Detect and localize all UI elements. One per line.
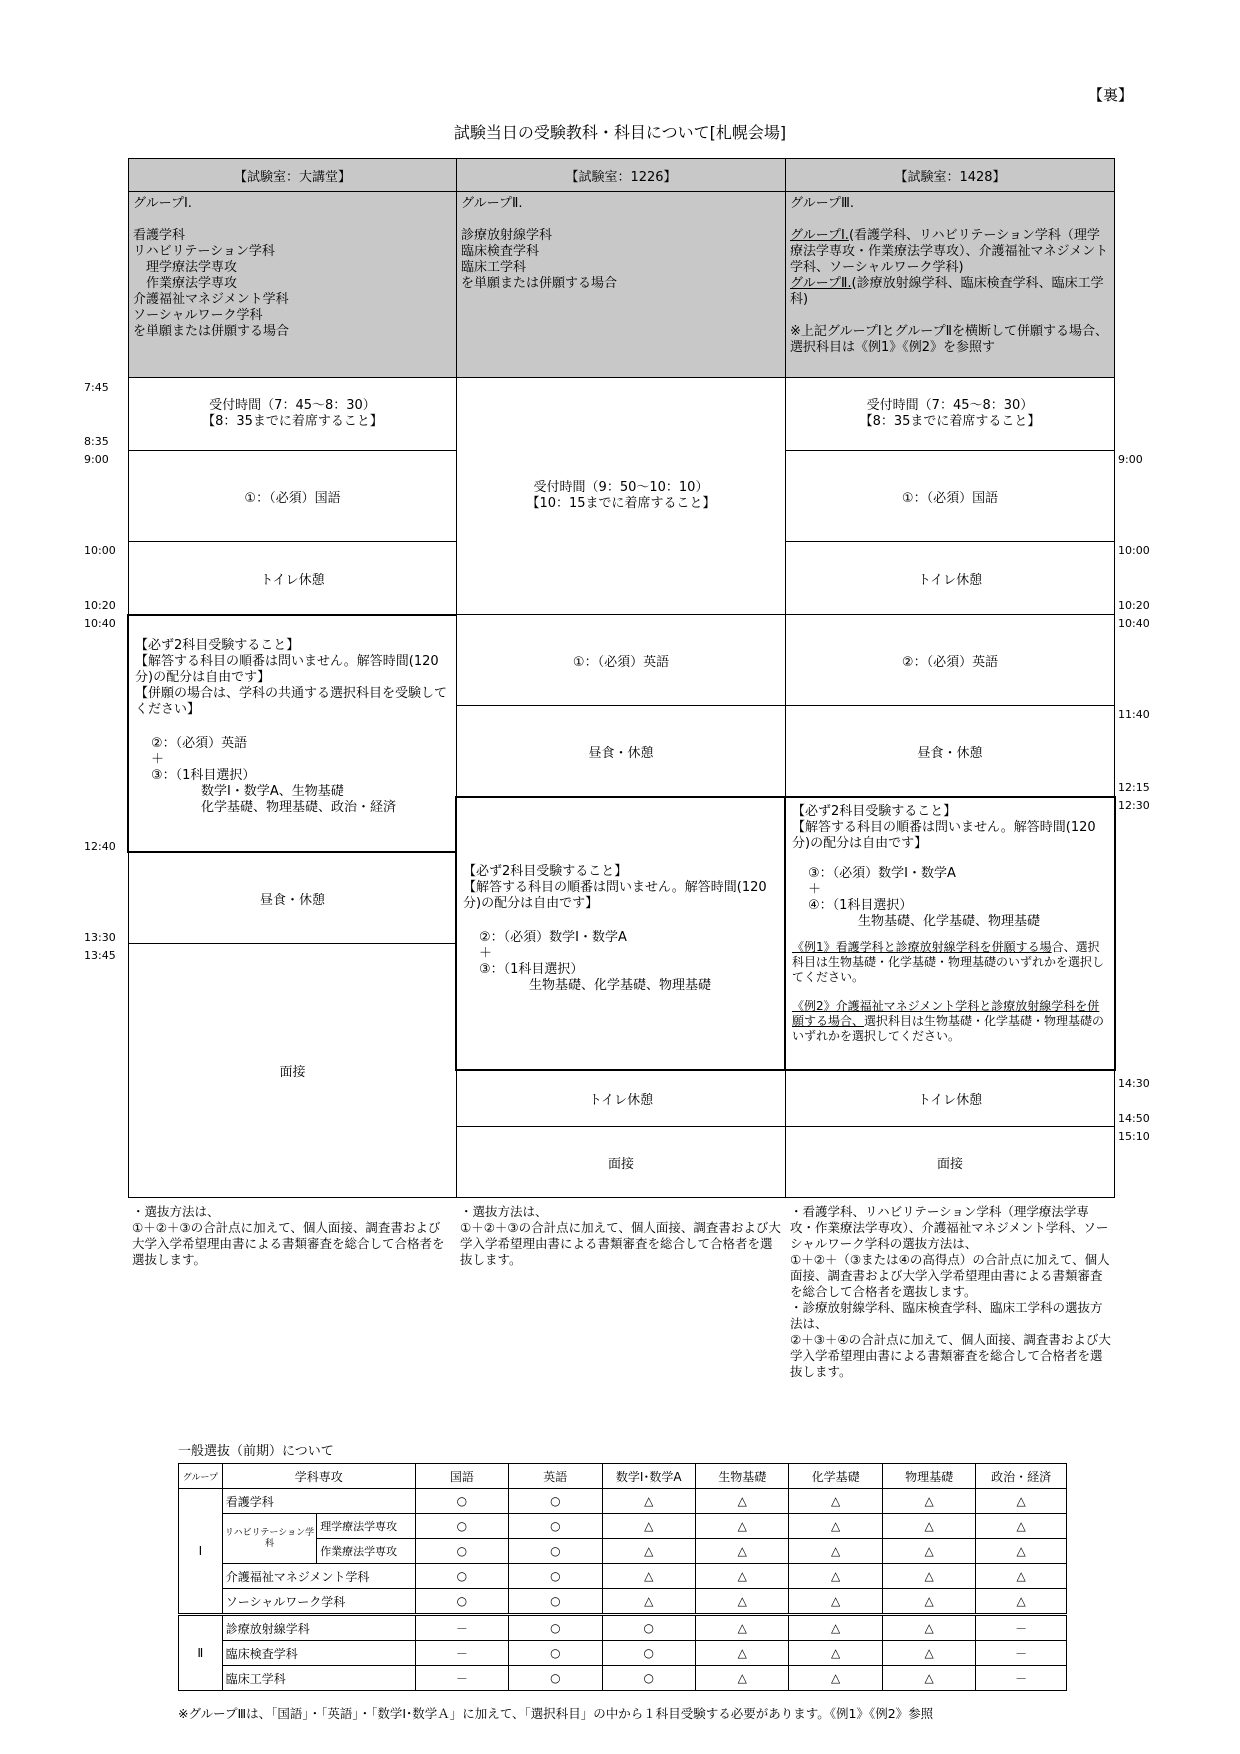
table-row: [179, 1514, 1067, 1539]
mark-cell: △: [695, 1564, 788, 1589]
mark-cell: △: [695, 1539, 788, 1564]
mark-cell: △: [602, 1564, 695, 1589]
header-cell: 国語: [415, 1464, 508, 1489]
room-header-3: 【試験室：1428】: [785, 158, 1115, 192]
page-mark: 【裏】: [1088, 86, 1134, 104]
col2-interview: 面接: [456, 1126, 786, 1198]
time-right: 12:30: [1118, 799, 1150, 812]
table-row: [179, 1615, 1067, 1641]
time-right: 10:20: [1118, 599, 1150, 612]
time-right: 10:00: [1118, 544, 1150, 557]
table-caption: 一般選抜（前期）について: [178, 1444, 334, 1459]
col3-reception: 受付時間（7：45～8：30） 【8：35までに着席すること】: [785, 377, 1115, 451]
mark-cell: △: [602, 1514, 695, 1539]
col3-break2: トイレ休憩: [785, 1070, 1115, 1127]
mark-cell: △: [789, 1539, 882, 1564]
major-cell: 理学療法学専攻: [317, 1514, 415, 1539]
dept-cell: 介護福祉マネジメント学科: [222, 1564, 415, 1589]
mark-cell: －: [976, 1615, 1067, 1641]
mark-cell: ○: [602, 1615, 695, 1641]
time-right: 11:40: [1118, 708, 1150, 721]
col3-exam2: ②：（必須）英語: [785, 614, 1115, 706]
note-col2: ・選抜方法は、 ①＋②＋③の合計点に加えて、個人面接、調査書および大学入学希望理由書による書類審査を総合して合格者を選抜します。: [460, 1204, 781, 1267]
mark-cell: ○: [509, 1641, 602, 1666]
header-cell: 数学Ⅰ･数学A: [602, 1464, 695, 1489]
mark-cell: －: [415, 1666, 508, 1691]
group-cell: Ⅱ: [179, 1615, 223, 1691]
room-header-2: 【試験室：1226】: [456, 158, 786, 192]
mark-cell: △: [882, 1514, 975, 1539]
room-header-1: 【試験室：大講堂】: [128, 158, 457, 192]
mark-cell: ○: [415, 1564, 508, 1589]
mark-cell: ○: [509, 1514, 602, 1539]
time-right: 14:30: [1118, 1077, 1150, 1090]
mark-cell: ○: [509, 1615, 602, 1641]
col2-break: トイレ休憩: [456, 1070, 786, 1127]
time-right: 14:50: [1118, 1112, 1150, 1125]
mark-cell: ○: [415, 1489, 508, 1514]
mark-cell: △: [976, 1539, 1067, 1564]
table-row: [179, 1641, 1067, 1666]
table-footnote: ※グループⅢは、「国語」・「英語」・「数学Ⅰ･数学Ａ」に加えて、「選択科目」の中から１科目受験する必要があります。《例1》《例2》参照: [178, 1706, 934, 1721]
major-cell: 作業療法学専攻: [317, 1539, 415, 1564]
mark-cell: △: [602, 1589, 695, 1615]
mark-cell: △: [789, 1514, 882, 1539]
time-left: 10:00: [84, 544, 116, 557]
time-right: 10:40: [1118, 617, 1150, 630]
table-header-row: [179, 1464, 1067, 1489]
mark-cell: －: [976, 1641, 1067, 1666]
group-cell: Ⅰ: [179, 1489, 223, 1615]
mark-cell: △: [882, 1564, 975, 1589]
mark-cell: ○: [509, 1564, 602, 1589]
time-left: 12:40: [84, 840, 116, 853]
header-cell: 政治・経済: [976, 1464, 1067, 1489]
col3-interview: 面接: [785, 1126, 1115, 1198]
col3-break: トイレ休憩: [785, 541, 1115, 615]
time-left: 7:45: [84, 381, 109, 394]
col1-exam1: ①：（必須）国語: [128, 450, 457, 542]
time-left: 9:00: [84, 453, 109, 466]
mark-cell: ○: [602, 1666, 695, 1691]
mark-cell: ○: [415, 1539, 508, 1564]
table-row: [179, 1589, 1067, 1615]
col2-exam2: 【必ず2科目受験すること】 【解答する科目の順番は問いません。解答時間(120分)の配分は自由です】 ②：（必須）数学Ⅰ・数学A ＋ ③：（1科目選択） 生物基礎、化学基礎、物理基礎: [455, 796, 787, 1071]
mark-cell: ○: [509, 1489, 602, 1514]
mark-cell: △: [882, 1666, 975, 1691]
mark-cell: △: [976, 1514, 1067, 1539]
dept-cell: 診療放射線学科: [222, 1615, 415, 1641]
header-cell: 化学基礎: [789, 1464, 882, 1489]
time-left: 13:45: [84, 949, 116, 962]
mark-cell: △: [789, 1615, 882, 1641]
mark-cell: △: [882, 1641, 975, 1666]
header-cell: 物理基礎: [882, 1464, 975, 1489]
header-cell: 英語: [509, 1464, 602, 1489]
mark-cell: △: [695, 1514, 788, 1539]
mark-cell: －: [976, 1666, 1067, 1691]
col2-exam1: ①：（必須）英語: [456, 614, 786, 706]
dept-cell: 臨床検査学科: [222, 1641, 415, 1666]
time-left: 13:30: [84, 931, 116, 944]
mark-cell: ○: [415, 1514, 508, 1539]
dept-cell: リハビリテーション学科: [222, 1514, 316, 1564]
mark-cell: △: [789, 1641, 882, 1666]
mark-cell: ○: [602, 1641, 695, 1666]
col1-lunch: 昼食・休憩: [128, 852, 457, 944]
mark-cell: △: [602, 1539, 695, 1564]
mark-cell: ○: [509, 1666, 602, 1691]
mark-cell: ○: [509, 1539, 602, 1564]
dept-cell: 看護学科: [222, 1489, 415, 1514]
time-right: 12:15: [1118, 781, 1150, 794]
header-cell: グループ: [179, 1464, 223, 1489]
table-row: [179, 1489, 1067, 1514]
dept-cell: 臨床工学科: [222, 1666, 415, 1691]
mark-cell: △: [695, 1641, 788, 1666]
mark-cell: △: [882, 1589, 975, 1615]
time-right: 15:10: [1118, 1130, 1150, 1143]
page-title: 試験当日の受験教科・科目について[札幌会場]: [453, 123, 787, 142]
col1-exam2: 【必ず2科目受験すること】 【解答する科目の順番は問いません。解答時間(120分)の配分は自由です】 【併願の場合は、学科の共通する選択科目を受験してください】 ②：（必須）英語 ＋ ③：（1科目選択） 数学Ⅰ・数学A、生物基礎 化学基礎、物理基礎、政治・経済: [127, 614, 458, 853]
mark-cell: △: [695, 1589, 788, 1615]
mark-cell: △: [789, 1489, 882, 1514]
mark-cell: －: [415, 1641, 508, 1666]
mark-cell: △: [602, 1489, 695, 1514]
group-2-desc: グループⅡ. 診療放射線学科 臨床検査学科 臨床工学科 を単願または併願する場合: [456, 191, 786, 378]
mark-cell: △: [695, 1489, 788, 1514]
mark-cell: △: [789, 1666, 882, 1691]
mark-cell: △: [882, 1489, 975, 1514]
header-cell: 生物基礎: [695, 1464, 788, 1489]
col3-lunch: 昼食・休憩: [785, 705, 1115, 797]
time-left: 10:40: [84, 617, 116, 630]
note-col3: ・看護学科、リハビリテーション学科（理学療法学専攻・作業療法学専攻）、介護福祉マネジメント学科、ソーシャルワーク学科の選抜方法は、 ①＋②＋（③または④の高得点）の合計点に加えて、個人面接、調査書および大学入学希望理由書による書類審査を総合して合格者を選抜します。 ・診療放射線学科、臨床検査学科、臨床工学科の選抜方法は、 ②＋③＋④の合計点に加えて、個人面接、調査書および大学入学希望理由書による書類審査を総合して合格者を選抜します。: [790, 1204, 1111, 1379]
header-cell: 学科専攻: [222, 1464, 415, 1489]
mark-cell: －: [415, 1615, 508, 1641]
dept-cell: ソーシャルワーク学科: [222, 1589, 415, 1615]
mark-cell: ○: [415, 1589, 508, 1615]
time-right: 9:00: [1118, 453, 1143, 466]
col2-reception: 受付時間（9：50～10：10） 【10：15までに着席すること】: [456, 377, 786, 615]
col1-break: トイレ休憩: [128, 541, 457, 615]
mark-cell: △: [882, 1615, 975, 1641]
group-1-desc: グループⅠ. 看護学科 リハビリテーション学科 理学療法学専攻 作業療法学専攻 介護福祉マネジメント学科 ソーシャルワーク学科 を単願または併願する場合: [128, 191, 457, 378]
mark-cell: ○: [509, 1589, 602, 1615]
subjects-table: [178, 1463, 1067, 1691]
mark-cell: △: [695, 1615, 788, 1641]
mark-cell: △: [882, 1539, 975, 1564]
col3-exam1: ①：（必須）国語: [785, 450, 1115, 542]
note-col1: ・選抜方法は、 ①＋②＋③の合計点に加えて、個人面接、調査書および大学入学希望理由書による書類審査を総合して合格者を選抜します。: [132, 1204, 445, 1267]
mark-cell: △: [976, 1564, 1067, 1589]
mark-cell: △: [976, 1489, 1067, 1514]
col2-lunch: 昼食・休憩: [456, 705, 786, 797]
col1-reception: 受付時間（7：45～8：30） 【8：35までに着席すること】: [128, 377, 457, 451]
col1-interview: 面接: [128, 943, 457, 1198]
table-row: [179, 1666, 1067, 1691]
mark-cell: △: [789, 1564, 882, 1589]
group-3-desc: グループⅢ. グループⅠ.(看護学科、リハビリテーション学科（理学療法学専攻・作業療法学専攻）、介護福祉マネジメント学科、ソーシャルワーク学科) グループⅡ.(診療放射線学科、臨床検査学科、臨床工学科) ※上記グループⅠとグループⅡを横断して併願する場合、選択科目は《例1》《例2》を参照す: [785, 191, 1115, 378]
col3-exam3: 【必ず2科目受験すること】 【解答する科目の順番は問いません。解答時間(120分)の配分は自由です】 ③：（必須）数学Ⅰ・数学A ＋ ④：（1科目選択） 生物基礎、化学基礎、物理基礎 《例1》看護学科と診療放射線学科を併願する場合、選択科目は生物基礎・化学基礎・物理基礎のいずれかを選択してください。 《例2》介護福祉マネジメント学科と診療放射線学科を併願する場合、選択科目は生物基礎・化学基礎・物理基礎のいずれかを選択してください。: [784, 796, 1116, 1071]
time-left: 10:20: [84, 599, 116, 612]
mark-cell: △: [976, 1589, 1067, 1615]
table-row: [179, 1564, 1067, 1589]
mark-cell: △: [789, 1589, 882, 1615]
mark-cell: △: [695, 1666, 788, 1691]
time-left: 8:35: [84, 435, 109, 448]
